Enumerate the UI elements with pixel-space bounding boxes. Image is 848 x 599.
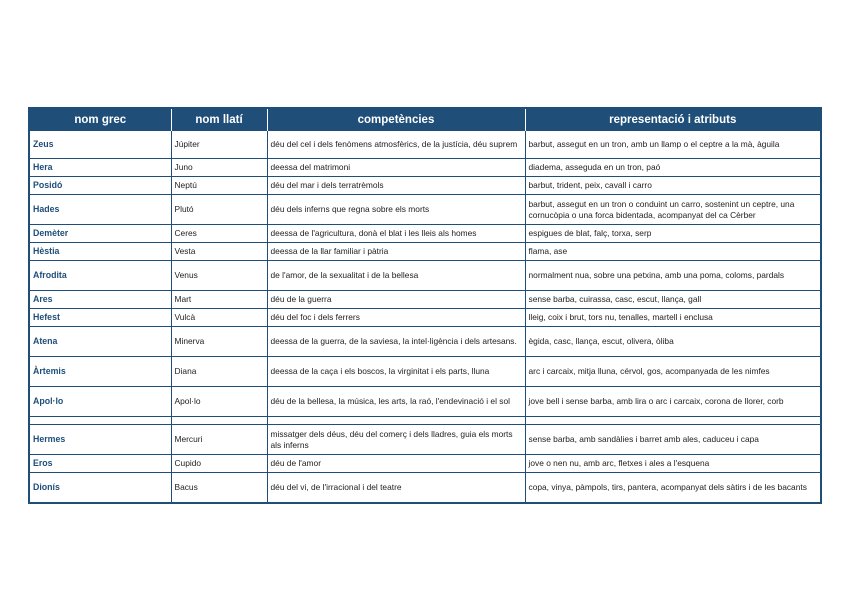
- competencies-cell: déu del cel i dels fenòmens atmosfèrics, de la justícia, déu suprem: [267, 131, 525, 159]
- atributs-cell: barbut, assegut en un tron o conduint un carro, sostenint un ceptre, una cornucòpia o una forca bidentada, acompanyat del ca Cèrber: [525, 195, 821, 225]
- nom-grec-cell: Hermes: [29, 425, 171, 455]
- table-row: [29, 225, 821, 243]
- competencies-cell: déu dels inferns que regna sobre els morts: [267, 195, 525, 225]
- atributs-cell: jove bell i sense barba, amb lira o arc i carcaix, corona de llorer, corb: [525, 387, 821, 417]
- header-nom-grec: nom grec: [29, 108, 171, 131]
- competencies-cell: deessa de la caça i els boscos, la virginitat i els parts, lluna: [267, 357, 525, 387]
- empty-cell: [525, 417, 821, 425]
- atributs-cell: normalment nua, sobre una petxina, amb una poma, coloms, pardals: [525, 261, 821, 291]
- nom-grec-cell: Eros: [29, 455, 171, 473]
- nom-llati-cell: Venus: [171, 261, 267, 291]
- nom-grec-cell: Demèter: [29, 225, 171, 243]
- nom-llati-cell: Mercuri: [171, 425, 267, 455]
- empty-cell: [29, 417, 171, 425]
- nom-grec-cell: Zeus: [29, 131, 171, 159]
- nom-grec-cell: Afrodita: [29, 261, 171, 291]
- empty-row: [29, 417, 821, 425]
- atributs-cell: lleig, coix i brut, tors nu, tenalles, martell i enclusa: [525, 309, 821, 327]
- atributs-cell: espigues de blat, falç, torxa, serp: [525, 225, 821, 243]
- competencies-cell: de l'amor, de la sexualitat i de la bellesa: [267, 261, 525, 291]
- table-row: [29, 159, 821, 177]
- table-row: [29, 309, 821, 327]
- nom-grec-cell: Apol·lo: [29, 387, 171, 417]
- atributs-cell: flama, ase: [525, 243, 821, 261]
- nom-llati-cell: Júpiter: [171, 131, 267, 159]
- table-row: [29, 291, 821, 309]
- nom-llati-cell: Juno: [171, 159, 267, 177]
- header-representacio: representació i atributs: [525, 108, 821, 131]
- competencies-cell: déu del mar i dels terratrèmols: [267, 177, 525, 195]
- nom-llati-cell: Apol·lo: [171, 387, 267, 417]
- competencies-cell: déu de l'amor: [267, 455, 525, 473]
- competencies-cell: deessa de la guerra, de la saviesa, la intel·ligència i dels artesans.: [267, 327, 525, 357]
- nom-grec-cell: Dionís: [29, 473, 171, 504]
- table-row: [29, 131, 821, 159]
- table-row: [29, 387, 821, 417]
- nom-llati-cell: Cupido: [171, 455, 267, 473]
- nom-llati-cell: Plutó: [171, 195, 267, 225]
- table-row: [29, 357, 821, 387]
- competencies-cell: déu del vi, de l'irracional i del teatre: [267, 473, 525, 504]
- table-row: [29, 261, 821, 291]
- nom-llati-cell: Mart: [171, 291, 267, 309]
- header-nom-llati: nom llatí: [171, 108, 267, 131]
- table-row: [29, 243, 821, 261]
- atributs-cell: barbut, assegut en un tron, amb un llamp o el ceptre a la mà, àguila: [525, 131, 821, 159]
- nom-llati-cell: Minerva: [171, 327, 267, 357]
- header-row: [29, 108, 821, 131]
- table-body: [29, 131, 821, 504]
- competencies-cell: déu de la guerra: [267, 291, 525, 309]
- competencies-cell: missatger dels déus, déu del comerç i dels lladres, guia els morts als inferns: [267, 425, 525, 455]
- nom-grec-cell: Hèstia: [29, 243, 171, 261]
- atributs-cell: jove o nen nu, amb arc, fletxes i ales a l'esquena: [525, 455, 821, 473]
- nom-llati-cell: Vulcà: [171, 309, 267, 327]
- nom-llati-cell: Bacus: [171, 473, 267, 504]
- competencies-cell: deessa del matrimoni: [267, 159, 525, 177]
- nom-llati-cell: Diana: [171, 357, 267, 387]
- empty-cell: [171, 417, 267, 425]
- table-row: [29, 177, 821, 195]
- table-row: [29, 195, 821, 225]
- competencies-cell: déu de la bellesa, la música, les arts, la raó, l'endevinació i el sol: [267, 387, 525, 417]
- atributs-cell: barbut, trident, peix, cavall i carro: [525, 177, 821, 195]
- nom-llati-cell: Vesta: [171, 243, 267, 261]
- competencies-cell: déu del foc i dels ferrers: [267, 309, 525, 327]
- nom-grec-cell: Atena: [29, 327, 171, 357]
- nom-grec-cell: Àrtemis: [29, 357, 171, 387]
- nom-grec-cell: Ares: [29, 291, 171, 309]
- atributs-cell: ègida, casc, llança, escut, olivera, òliba: [525, 327, 821, 357]
- nom-grec-cell: Hera: [29, 159, 171, 177]
- table-row: [29, 425, 821, 455]
- table-row: [29, 455, 821, 473]
- atributs-cell: sense barba, amb sandàlies i barret amb ales, caduceu i capa: [525, 425, 821, 455]
- nom-llati-cell: Neptú: [171, 177, 267, 195]
- header-competencies: competències: [267, 108, 525, 131]
- nom-llati-cell: Ceres: [171, 225, 267, 243]
- nom-grec-cell: Hefest: [29, 309, 171, 327]
- atributs-cell: diadema, asseguda en un tron, paó: [525, 159, 821, 177]
- atributs-cell: sense barba, cuirassa, casc, escut, llança, gall: [525, 291, 821, 309]
- competencies-cell: deessa de l'agricultura, donà el blat i les lleis als homes: [267, 225, 525, 243]
- atributs-cell: arc i carcaix, mitja lluna, cérvol, gos, acompanyada de les nimfes: [525, 357, 821, 387]
- nom-grec-cell: Posidó: [29, 177, 171, 195]
- table-row: [29, 473, 821, 504]
- table-row: [29, 327, 821, 357]
- gods-table: [28, 107, 822, 504]
- nom-grec-cell: Hades: [29, 195, 171, 225]
- competencies-cell: deessa de la llar familiar i pàtria: [267, 243, 525, 261]
- empty-cell: [267, 417, 525, 425]
- atributs-cell: copa, vinya, pàmpols, tirs, pantera, acompanyat dels sàtirs i de les bacants: [525, 473, 821, 504]
